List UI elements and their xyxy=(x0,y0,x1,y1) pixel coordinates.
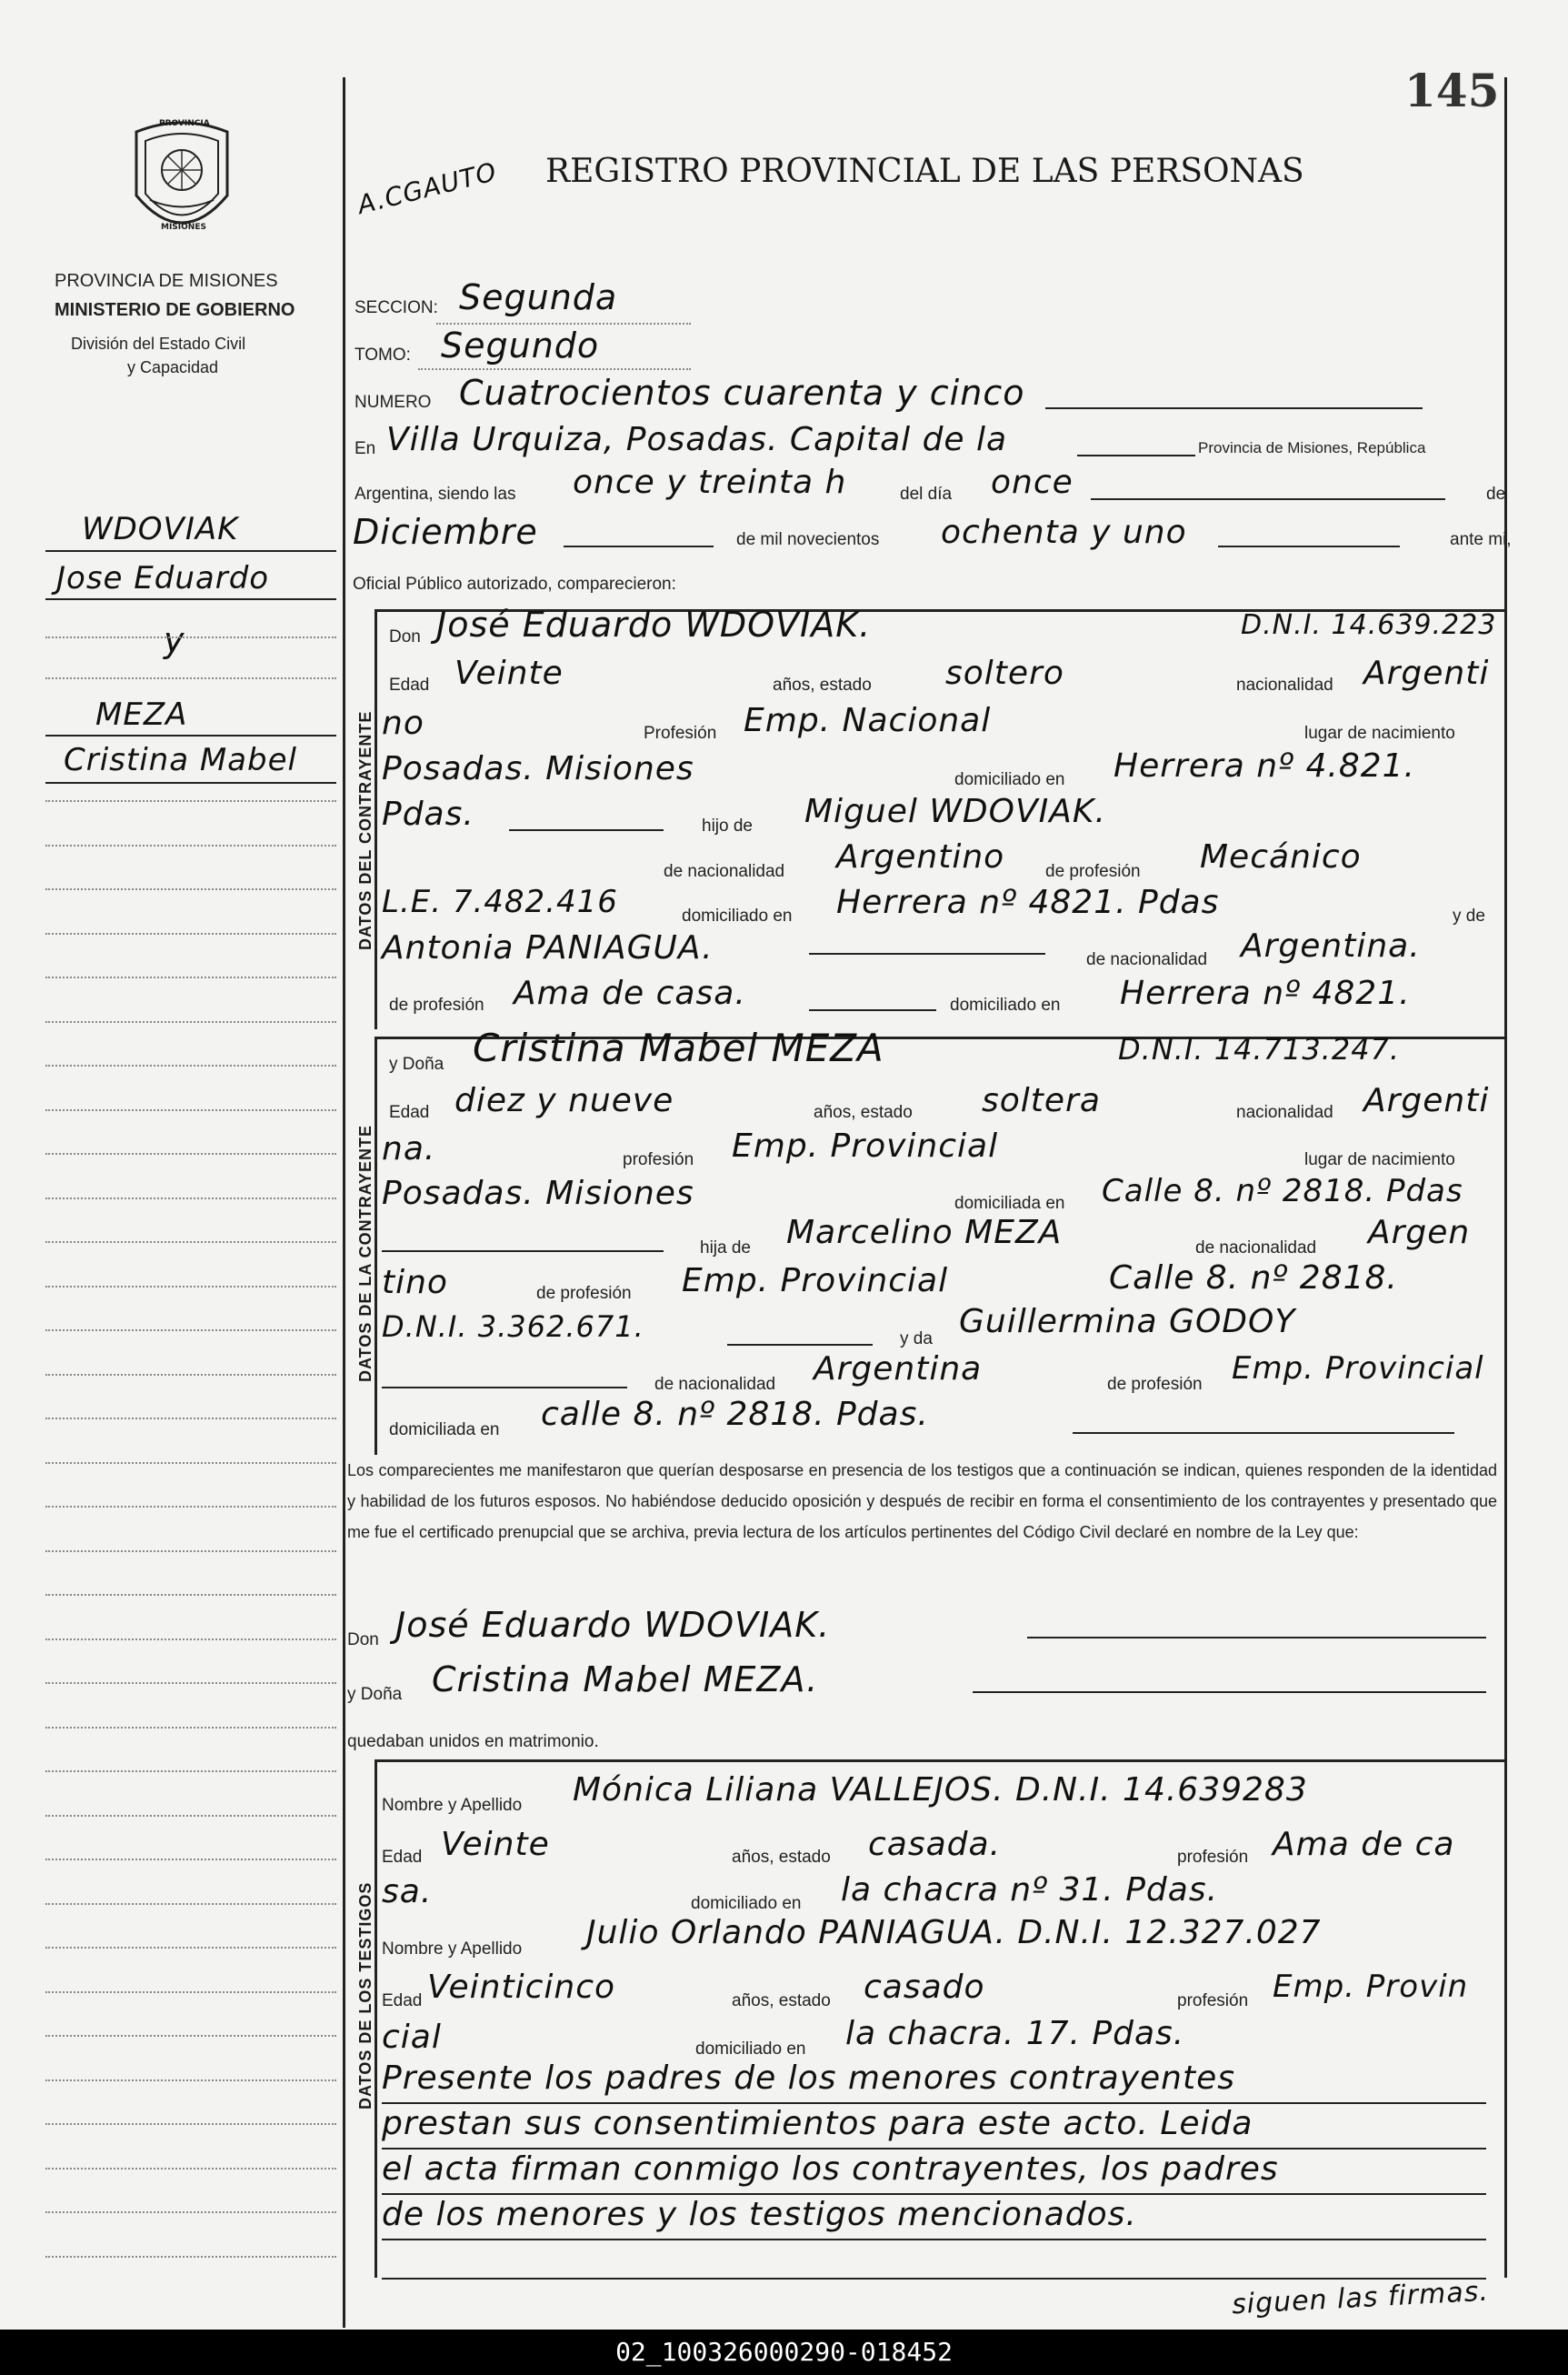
margin-dotted-line xyxy=(45,1991,336,1993)
margin-dotted-line xyxy=(45,1198,336,1199)
division-line-1: División del Estado Civil xyxy=(71,335,246,353)
witness-1-estado: casada. xyxy=(868,1826,1002,1863)
margin-dotted-line xyxy=(45,1286,336,1288)
margin-dotted-line xyxy=(45,2211,336,2213)
margin-dotted-line xyxy=(45,1770,336,1772)
groom-padre-prof: Mecánico xyxy=(1200,838,1362,876)
bride-madre-nac: Argentina xyxy=(814,1350,983,1388)
margin-dotted-line xyxy=(45,677,336,679)
label-de-profesion-3: de profesión xyxy=(536,1284,632,1303)
label-nacionalidad-2: nacionalidad xyxy=(1236,1103,1333,1122)
label-anos-estado-2: años, estado xyxy=(814,1103,913,1122)
label-nombre-apellido-1: Nombre y Apellido xyxy=(382,1796,523,1815)
label-de-nacionalidad-4: de nacionalidad xyxy=(654,1375,776,1394)
margin-dotted-line xyxy=(45,2168,336,2170)
bride-estado: soltera xyxy=(982,1082,1101,1119)
label-profesion-4: profesión xyxy=(1177,1991,1249,2010)
groom-madre-nac: Argentina. xyxy=(1241,927,1421,965)
label-domiciliado-4: domiciliado en xyxy=(691,1894,802,1913)
margin-dotted-line xyxy=(45,800,336,802)
label-edad-2: Edad xyxy=(389,1103,430,1122)
label-anos-estado-3: años, estado xyxy=(732,1848,831,1867)
label-nombre-apellido-2: Nombre y Apellido xyxy=(382,1939,523,1959)
label-y-dona: y Doña xyxy=(389,1055,444,1074)
label-datos-contrayente: DATOS DEL CONTRAYENTE xyxy=(356,710,375,950)
margin-dotted-line xyxy=(45,1021,336,1023)
margin-dotted-line xyxy=(45,933,336,935)
witness-1-edad: Veinte xyxy=(441,1826,550,1863)
note-line-1: Presente los padres de los menores contrayentes xyxy=(382,2059,1236,2097)
margin-bride-names: Cristina Mabel xyxy=(64,742,297,778)
margin-conj: y xyxy=(164,620,185,660)
label-de-nacionalidad-3: de nacionalidad xyxy=(1195,1238,1317,1258)
label-y-da: y da xyxy=(900,1329,933,1348)
label-don: Don xyxy=(389,627,421,646)
margin-dotted-line xyxy=(45,1815,336,1817)
provincial-seal xyxy=(127,114,236,250)
witness-2-prof-2: cial xyxy=(382,2019,442,2056)
label-datos-testigos: DATOS DE LOS TESTIGOS xyxy=(356,1881,375,2109)
bride-padre-dom: Calle 8. nº 2818. xyxy=(1109,1259,1398,1297)
margin-groom-names: Jose Eduardo xyxy=(56,560,270,596)
bottom-note: siguen las firmas. xyxy=(1231,2275,1490,2321)
label-profesion: Profesión xyxy=(644,724,717,743)
label-lugar-2: lugar de nacimiento xyxy=(1304,1150,1455,1169)
groom-nac-1: Argenti xyxy=(1363,655,1490,692)
groom-madre: Antonia PANIAGUA. xyxy=(382,929,714,967)
groom-dni: D.N.I. 14.639.223 xyxy=(1241,609,1497,641)
bride-madre-prof: Emp. Provincial xyxy=(1232,1350,1484,1387)
label-del-dia: del día xyxy=(900,485,953,504)
bride-padre: Marcelino MEZA xyxy=(786,1214,1063,1251)
label-y-dona-2: y Doña xyxy=(347,1685,403,1704)
note-line-3: el acta firman conmigo los contrayentes, los padres xyxy=(382,2150,1279,2188)
margin-dotted-line xyxy=(45,636,336,638)
page-number: 145 xyxy=(1404,64,1500,117)
label-numero: NUMERO xyxy=(355,393,432,412)
note-line-2: prestan sus consentimientos para este acto. Leida xyxy=(382,2105,1253,2142)
label-edad-3: Edad xyxy=(382,1848,423,1867)
seccion-value: Segunda xyxy=(459,277,618,317)
groom-padre-nac: Argentino xyxy=(836,838,1005,876)
groom-lugar-nac: Posadas. Misiones xyxy=(382,750,694,787)
label-profesion-3: profesión xyxy=(1177,1848,1249,1867)
groom-edad: Veinte xyxy=(454,655,564,692)
margin-dotted-line xyxy=(45,2079,336,2081)
margin-dotted-line xyxy=(45,1109,336,1111)
label-domiciliada: domiciliada en xyxy=(954,1194,1065,1213)
label-de-profesion-2: de profesión xyxy=(389,996,484,1015)
label-seccion: SECCION: xyxy=(355,298,438,317)
margin-dotted-line xyxy=(45,888,336,890)
groom-madre-prof: Ama de casa. xyxy=(514,975,746,1012)
label-domiciliada-2: domiciliada en xyxy=(389,1420,500,1439)
label-ante-mi: ante mi, xyxy=(1450,530,1512,549)
bride-dni: D.N.I. 14.713.247. xyxy=(1118,1032,1401,1067)
margin-dotted-line xyxy=(45,1682,336,1684)
declaration-text: Los comparecientes me manifestaron que querían desposarse en presencia de los testigos que a continuación se indican, quienes responden de la identidad y habilidad de los futuros esposos. No habiéndose deducido oposición y después de recibir en forma el consentimiento de los contrayentes y presentado que me fue el certificado prenupcial que se archiva, previa lectura de los artículos pertinentes del Código Civil declaré en nombre de la Ley que: xyxy=(347,1461,1497,1541)
groom-nac-2: no xyxy=(382,705,424,742)
margin-dotted-line xyxy=(45,1418,336,1419)
dia-value: once xyxy=(991,464,1074,501)
bride-padre-nac-1: Argen xyxy=(1368,1214,1471,1251)
label-edad-4: Edad xyxy=(382,1991,423,2010)
label-nacionalidad: nacionalidad xyxy=(1236,676,1333,695)
hora-value: once y treinta h xyxy=(573,464,847,501)
label-domiciliado-2: domiciliado en xyxy=(682,907,793,926)
groom-padre: Miguel WDOVIAK. xyxy=(804,793,1106,830)
bride-name: Cristina Mabel MEZA xyxy=(473,1026,884,1070)
margin-dotted-line xyxy=(45,1065,336,1067)
margin-dotted-line xyxy=(45,1153,336,1155)
margin-dotted-line xyxy=(45,1594,336,1596)
margin-dotted-line xyxy=(45,977,336,978)
label-domiciliado-5: domiciliado en xyxy=(695,2039,806,2059)
label-de-nacionalidad: de nacionalidad xyxy=(664,862,785,881)
groom-domicilio-2: Pdas. xyxy=(382,796,474,833)
groom-madre-dom: Herrera nº 4821. xyxy=(1120,975,1411,1012)
label-lugar: lugar de nacimiento xyxy=(1304,724,1455,743)
margin-dotted-line xyxy=(45,1638,336,1640)
seal-text-top: PROVINCIA xyxy=(159,119,210,128)
label-quedaban: quedaban unidos en matrimonio. xyxy=(347,1732,599,1751)
witness-1-name: Mónica Liliana VALLEJOS. D.N.I. 14.639283 xyxy=(573,1771,1308,1809)
witness-2-domicilio: la chacra. 17. Pdas. xyxy=(845,2015,1185,2052)
label-argentina: Argentina, siendo las xyxy=(355,485,516,504)
anio-value: ochenta y uno xyxy=(941,514,1187,551)
bride-nac-1: Argenti xyxy=(1363,1082,1490,1119)
margin-dotted-line xyxy=(45,1859,336,1860)
bride-padre-doc: D.N.I. 3.362.671. xyxy=(382,1309,644,1344)
ministry-name: MINISTERIO DE GOBIERNO xyxy=(55,300,295,320)
groom-profesion: Emp. Nacional xyxy=(744,702,992,739)
groom-domicilio: Herrera nº 4.821. xyxy=(1114,747,1415,785)
document-id-footer: 02_100326000290-018452 xyxy=(0,2330,1568,2375)
bride-madre: Guillermina GODOY xyxy=(959,1303,1296,1340)
margin-dotted-line xyxy=(45,1947,336,1949)
label-de-profesion: de profesión xyxy=(1045,862,1141,881)
bride-madre-dom: calle 8. nº 2818. Pdas. xyxy=(541,1396,929,1433)
tomo-value: Segundo xyxy=(441,326,600,366)
label-don-2: Don xyxy=(347,1630,379,1649)
groom-padre-dom: Herrera nº 4821. Pdas xyxy=(836,884,1220,921)
label-de-mil: de mil novecientos xyxy=(736,530,880,549)
label-en: En xyxy=(355,439,376,458)
label-domiciliado-3: domiciliado en xyxy=(950,996,1061,1015)
margin-dotted-line xyxy=(45,2035,336,2037)
lugar-value: Villa Urquiza, Posadas. Capital de la xyxy=(386,421,1008,458)
union-dona: Cristina Mabel MEZA. xyxy=(432,1659,819,1699)
witness-2-name: Julio Orlando PANIAGUA. D.N.I. 12.327.027 xyxy=(586,1914,1322,1951)
margin-dotted-line xyxy=(45,845,336,847)
label-profesion-2: profesión xyxy=(623,1150,694,1169)
label-de-nacionalidad-2: de nacionalidad xyxy=(1086,950,1208,969)
label-de-profesion-4: de profesión xyxy=(1107,1375,1203,1394)
division-line-2: y Capacidad xyxy=(127,358,219,376)
witness-1-prof-1: Ama de ca xyxy=(1273,1826,1455,1863)
witness-2-edad: Veinticinco xyxy=(427,1969,616,2006)
label-oficial: Oficial Público autorizado, comparecieron: xyxy=(353,575,676,594)
witness-1-prof-2: sa. xyxy=(382,1873,433,1910)
bride-padre-nac-2: tino xyxy=(382,1264,448,1301)
label-provincia: Provincia de Misiones, República xyxy=(1198,439,1426,456)
seal-text-bottom: MISIONES xyxy=(161,223,206,232)
margin-dotted-line xyxy=(45,1329,336,1331)
label-hija-de: hija de xyxy=(700,1238,751,1258)
bride-nac-2: na. xyxy=(382,1130,436,1167)
bride-profesion: Emp. Provincial xyxy=(732,1127,999,1165)
witness-1-domicilio: la chacra nº 31. Pdas. xyxy=(841,1871,1219,1909)
label-tomo: TOMO: xyxy=(355,346,411,365)
margin-bride-surname: MEZA xyxy=(95,696,188,733)
bride-domicilio: Calle 8. nº 2818. Pdas xyxy=(1102,1173,1463,1209)
label-datos-la-contrayente: DATOS DE LA CONTRAYENTE xyxy=(356,1124,375,1382)
bride-lugar-nac: Posadas. Misiones xyxy=(382,1175,694,1212)
province-name: PROVINCIA DE MISIONES xyxy=(55,271,278,291)
margin-groom-surname: WDOVIAK xyxy=(82,511,239,547)
label-anos-estado-4: años, estado xyxy=(732,1991,831,2010)
witness-2-estado: casado xyxy=(864,1969,985,2006)
numero-value: Cuatrocientos cuarenta y cinco xyxy=(459,373,1025,413)
bride-edad: diez y nueve xyxy=(454,1082,674,1119)
margin-dotted-line xyxy=(45,1462,336,1464)
margin-dotted-line xyxy=(45,1727,336,1729)
groom-name: José Eduardo WDOVIAK. xyxy=(436,605,872,645)
bride-padre-prof: Emp. Provincial xyxy=(682,1262,949,1299)
witness-2-prof-1: Emp. Provin xyxy=(1273,1969,1469,2005)
label-edad: Edad xyxy=(389,676,430,695)
margin-dotted-line xyxy=(45,1241,336,1243)
label-anos-estado: años, estado xyxy=(773,676,872,695)
label-domiciliado: domiciliado en xyxy=(954,770,1065,789)
label-de-1: de xyxy=(1486,485,1506,504)
annotation: A.CGAUTO xyxy=(355,156,500,221)
label-y-de: y de xyxy=(1453,907,1485,926)
label-hijo-de: hijo de xyxy=(702,817,753,836)
mes-value: Diciembre xyxy=(353,512,538,552)
union-don: José Eduardo WDOVIAK. xyxy=(395,1605,831,1645)
margin-dotted-line xyxy=(45,1550,336,1552)
groom-estado: soltero xyxy=(945,655,1064,692)
document-title: REGISTRO PROVINCIAL DE LAS PERSONAS xyxy=(545,153,1304,190)
margin-dotted-line xyxy=(45,2256,336,2258)
margin-dotted-line xyxy=(45,1506,336,1508)
groom-padre-doc: L.E. 7.482.416 xyxy=(382,884,618,920)
note-line-4: de los menores y los testigos mencionados. xyxy=(382,2196,1137,2233)
margin-dotted-line xyxy=(45,2123,336,2125)
margin-dotted-line xyxy=(45,1374,336,1376)
margin-dotted-line xyxy=(45,1903,336,1905)
